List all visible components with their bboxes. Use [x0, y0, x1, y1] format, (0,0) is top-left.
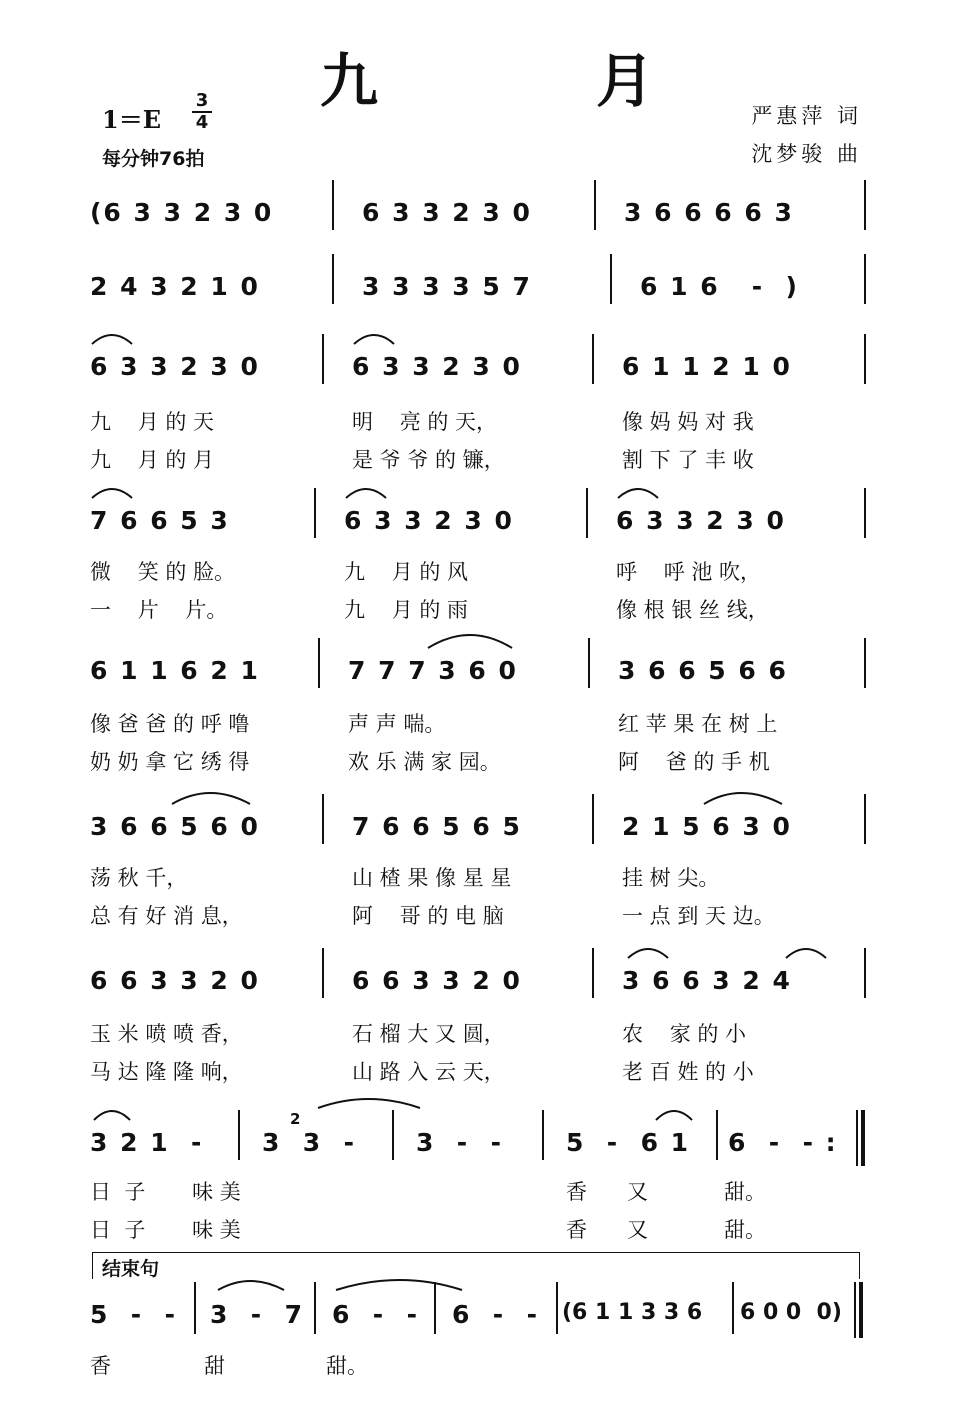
- bar-4-1: 7 6 6 5 3: [90, 506, 230, 535]
- lyric-4-3a: 呼 呼 池 吹，: [616, 560, 762, 584]
- lyric-8-4b: 香 又: [566, 1218, 649, 1242]
- slur: [354, 335, 394, 344]
- bar-5-3: 3 6 6 5 6 6: [618, 656, 788, 685]
- lyric-5-2b: 欢 乐 满 家 园。: [348, 750, 501, 774]
- key-signature: 1＝E: [102, 105, 161, 134]
- lyric-4-2a: 九 月 的 风: [344, 560, 469, 584]
- slur: [428, 635, 512, 648]
- ending-bar-4: 6 - -: [452, 1300, 539, 1329]
- lyric-7-2a: 石 榴 大 又 圆，: [352, 1022, 505, 1046]
- ending-bar-2: 3 - 7: [210, 1300, 304, 1329]
- tempo-marking: 每分钟76拍: [102, 148, 205, 170]
- bar-5-1: 6 1 1 6 2 1: [90, 656, 260, 685]
- lyric-7-3a: 农 家 的 小: [622, 1022, 747, 1046]
- lyric-4-1a: 微 笑 的 脸。: [90, 560, 236, 584]
- time-signature-top: 3: [195, 90, 209, 111]
- bar-7-3: 3 6 6 3 2 4: [622, 966, 792, 995]
- lyric-5-1b: 奶 奶 拿 它 绣 得: [90, 750, 250, 774]
- slur: [336, 1280, 462, 1290]
- bar-5-2: 7 7 7 3 6 0: [348, 656, 518, 685]
- ending-bar-3: 6 - -: [332, 1300, 419, 1329]
- bar-1-3: 3 6 6 6 6 3: [624, 198, 794, 227]
- lyricist-credit: 严惠萍 词: [751, 104, 862, 128]
- slur: [172, 793, 250, 804]
- lyric-5-3b: 阿 爸 的 手 机: [618, 750, 770, 774]
- bar-1-2: 6 3 3 2 3 0: [362, 198, 532, 227]
- slur: [786, 949, 826, 958]
- lyric-7-2b: 山 路 入 云 天，: [352, 1060, 505, 1084]
- bar-6-3: 2 1 5 6 3 0: [622, 812, 792, 841]
- lyric-7-1b: 马 达 隆 隆 响，: [90, 1060, 243, 1084]
- lyric-3-3a: 像 妈 妈 对 我: [622, 410, 754, 434]
- slur: [92, 489, 132, 498]
- slur: [318, 1099, 420, 1108]
- bar-2-2: 3 3 3 3 5 7: [362, 272, 532, 301]
- lyric-7-3b: 老 百 姓 的 小: [622, 1060, 754, 1084]
- lyric-7-1a: 玉 米 喷 喷 香，: [90, 1022, 243, 1046]
- time-signature-bottom: 4: [195, 112, 209, 133]
- slur: [218, 1281, 284, 1290]
- lyric-3-2b: 是 爷 爷 的 镰，: [352, 448, 505, 472]
- lyric-5-1a: 像 爸 爸 的 呼 噜: [90, 712, 250, 736]
- lyric-8-1a: 日 子 味 美: [90, 1180, 241, 1204]
- lyric-6-1a: 荡 秋 千，: [90, 866, 188, 890]
- ending-lyric-2: 甜: [204, 1354, 225, 1378]
- lyric-4-1b: 一 片 片。: [90, 598, 228, 622]
- lyric-6-3a: 挂 树 尖。: [622, 866, 720, 890]
- slur: [628, 949, 668, 958]
- lyric-6-2b: 阿 哥 的 电 脑: [352, 904, 504, 928]
- ending-lyric-1: 香: [90, 1354, 111, 1378]
- slur: [704, 793, 782, 804]
- bar-8-3: 3 - -: [416, 1128, 503, 1157]
- lyric-8-5a: 甜。: [724, 1180, 766, 1204]
- bar-2-3: 6 1 6 - ): [640, 272, 799, 301]
- bar-1-1: (6 3 3 2 3 0: [90, 198, 274, 227]
- slur: [618, 489, 658, 498]
- bar-7-2: 6 6 3 3 2 0: [352, 966, 522, 995]
- ending-bar-1: 5 - -: [90, 1300, 177, 1329]
- slur: [92, 335, 132, 344]
- bar-4-2: 6 3 3 2 3 0: [344, 506, 514, 535]
- slur: [656, 1111, 692, 1120]
- lyric-6-3b: 一 点 到 天 边。: [622, 904, 775, 928]
- ending-label: 结束句: [102, 1258, 160, 1280]
- bar-8-5: 6 - - :: [728, 1128, 838, 1157]
- bar-6-1: 3 6 6 5 6 0: [90, 812, 260, 841]
- lyric-8-1b: 日 子 味 美: [90, 1218, 241, 1242]
- lyric-3-1a: 九 月 的 天: [90, 410, 215, 434]
- ending-bar-5: (6 1 1 3 3 6: [562, 1300, 703, 1325]
- bar-7-1: 6 6 3 3 2 0: [90, 966, 260, 995]
- lyric-5-3a: 红 苹 果 在 树 上: [618, 712, 778, 736]
- lyric-8-4a: 香 又: [566, 1180, 649, 1204]
- lyric-6-1b: 总 有 好 消 息，: [90, 904, 243, 928]
- lyric-5-2a: 声 声 喘。: [348, 712, 446, 736]
- bar-4-3: 6 3 3 2 3 0: [616, 506, 786, 535]
- lyric-4-2b: 九 月 的 雨: [344, 598, 469, 622]
- slur: [346, 489, 386, 498]
- lyric-3-3b: 割 下 了 丰 收: [622, 448, 754, 472]
- bar-6-2: 7 6 6 5 6 5: [352, 812, 522, 841]
- ending-lyric-3: 甜。: [326, 1354, 368, 1378]
- lyric-8-5b: 甜。: [724, 1218, 766, 1242]
- song-title: 九 月: [319, 47, 734, 115]
- lyric-4-3b: 像 根 银 丝 线，: [616, 598, 769, 622]
- slur: [94, 1111, 130, 1120]
- bar-8-2: 3 3 -: [262, 1128, 356, 1157]
- bar-3-2: 6 3 3 2 3 0: [352, 352, 522, 381]
- composer-credit: 沈梦骏 曲: [751, 142, 862, 166]
- lyric-3-1b: 九 月 的 月: [90, 448, 215, 472]
- bar-2-1: 2 4 3 2 1 0: [90, 272, 260, 301]
- bar-8-1: 3 2 1 -: [90, 1128, 204, 1157]
- lyric-3-2a: 明 亮 的 天，: [352, 410, 498, 434]
- lyric-6-2a: 山 楂 果 像 星 星: [352, 866, 512, 890]
- bar-8-4: 5 - 6 1: [566, 1128, 691, 1157]
- grace-note: 2: [290, 1110, 301, 1128]
- bar-3-3: 6 1 1 2 1 0: [622, 352, 792, 381]
- bar-3-1: 6 3 3 2 3 0: [90, 352, 260, 381]
- ending-bar-6: 6 0 0 0): [740, 1300, 842, 1325]
